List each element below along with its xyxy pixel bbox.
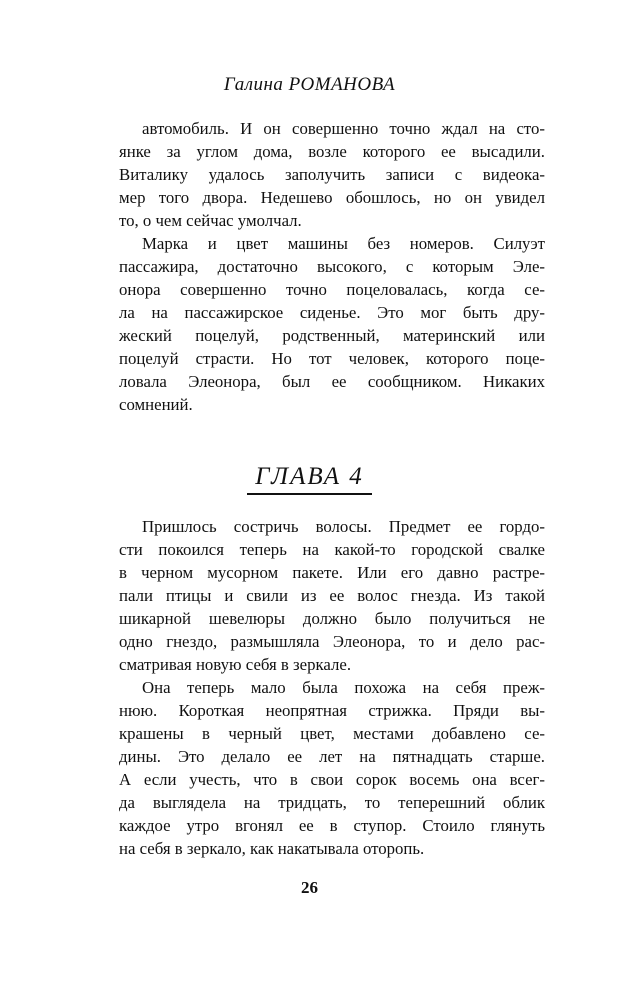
paragraph xyxy=(119,117,545,232)
text-line: Виталику удалось заполучить записи с видеока- xyxy=(119,165,545,184)
text-line: то, о чем сейчас умолчал. xyxy=(119,211,302,230)
paragraph xyxy=(119,676,545,860)
text-line: жеский поцелуй, родственный, материнский или xyxy=(119,326,545,345)
text-line: сти покоился теперь на какой-то городской свалке xyxy=(119,540,545,559)
page-number: 26 xyxy=(301,878,318,897)
text-line: пассажира, достаточно высокого, с которым Эле- xyxy=(119,257,545,276)
text-line: дины. Это делало ее лет на пятнадцать старше. xyxy=(119,747,545,766)
text-line: ла на пассажирское сиденье. Это мог быть дру- xyxy=(119,303,545,322)
text-line: онора совершенно точно поцеловалась, когда се- xyxy=(119,280,545,299)
text-line: А если учесть, что в свои сорок восемь она всег- xyxy=(119,770,545,789)
chapter-title: ГЛАВА 4 xyxy=(247,462,371,495)
text-line: да выглядела на тридцать, то теперешний облик xyxy=(119,793,545,812)
text-line: сомнений. xyxy=(119,395,193,414)
text-line: мер того двора. Недешево обошлось, но он увидел xyxy=(119,188,545,207)
text-line: янке за углом дома, возле которого ее высадили. xyxy=(119,142,545,161)
text-line: шикарной шевелюры должно было получиться не xyxy=(119,609,545,628)
text-line: каждое утро вгонял ее в ступор. Стоило глянуть xyxy=(119,816,545,835)
text-block-bottom xyxy=(119,515,545,860)
paragraph xyxy=(119,232,545,416)
text-line: ловала Элеонора, был ее сообщником. Никаких xyxy=(119,372,545,391)
text-line: крашены в черный цвет, местами добавлено се- xyxy=(119,724,545,743)
text-line: поцелуй страсти. Но тот человек, которого поце- xyxy=(119,349,545,368)
text-line: пали птицы и свили из ее волос гнезда. Из такой xyxy=(119,586,545,605)
text-line: на себя в зеркало, как накатывала оторопь. xyxy=(119,839,425,858)
text-line: автомобиль. И он совершенно точно ждал на сто- xyxy=(142,119,545,138)
text-block-top xyxy=(119,117,545,416)
text-line: нюю. Короткая неопрятная стрижка. Пряди вы- xyxy=(119,701,545,720)
text-line: Пришлось состричь волосы. Предмет ее гордо- xyxy=(142,517,545,536)
text-line: одно гнездо, размышляла Элеонора, то и дело рас- xyxy=(119,632,545,651)
text-line: Она теперь мало была похожа на себя преж- xyxy=(142,678,545,697)
text-line: Марка и цвет машины без номеров. Силуэт xyxy=(142,234,545,253)
text-line: в черном мусорном пакете. Или его давно растре- xyxy=(119,563,545,582)
text-line: сматривая новую себя в зеркале. xyxy=(119,655,352,674)
paragraph xyxy=(119,515,545,676)
running-header: Галина РОМАНОВА xyxy=(223,74,396,95)
chapter-heading xyxy=(0,462,619,495)
